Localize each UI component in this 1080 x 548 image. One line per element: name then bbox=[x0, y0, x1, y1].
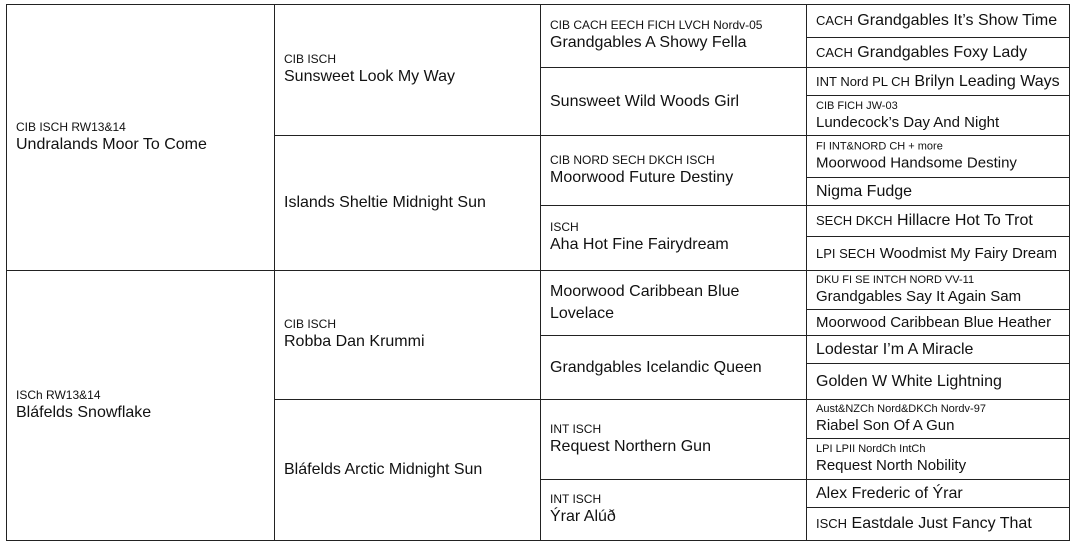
gen4-cell bbox=[806, 205, 1069, 236]
dam-entry bbox=[16, 388, 270, 424]
gen4-cell bbox=[806, 270, 1069, 309]
gen4-name: Alex Frederic of Ýrar bbox=[816, 484, 963, 502]
gen4-name: Woodmist My Fairy Dream bbox=[879, 244, 1057, 262]
gen4-title: CIB FICH JW-03 bbox=[816, 99, 898, 112]
gen3-entry bbox=[550, 422, 802, 458]
gen4-title: FI INT&NORD CH + more bbox=[816, 140, 943, 152]
gen3-entry bbox=[550, 357, 802, 379]
gen3-cell bbox=[540, 135, 806, 205]
gen4-name: Request North Nobility bbox=[816, 457, 967, 474]
gen4-entry bbox=[816, 181, 1065, 203]
gen4-entry bbox=[816, 513, 1065, 535]
dam-dam-entry bbox=[284, 459, 536, 481]
gen4-name: Golden W White Lightning bbox=[816, 372, 1002, 390]
gen3-entry bbox=[550, 153, 802, 189]
table-border-bottom bbox=[6, 540, 1070, 541]
dam-sire-name: Robba Dan Krummi bbox=[284, 333, 425, 350]
gen3-name: Aha Hot Fine Fairydream bbox=[550, 236, 729, 253]
gen3-entry bbox=[550, 18, 802, 54]
dam-title: ISCh RW13&14 bbox=[16, 387, 101, 402]
gen4-name: Moorwood Handsome Destiny bbox=[816, 154, 1017, 171]
gen4-cell bbox=[806, 479, 1069, 507]
sire-dam-name: Islands Sheltie Midnight Sun bbox=[284, 194, 486, 211]
gen4-cell bbox=[806, 363, 1069, 399]
gen3-name: Request Northern Gun bbox=[550, 437, 711, 455]
gen3-name: Sunsweet Wild Woods Girl bbox=[550, 92, 740, 110]
gen4-name: Riabel Son Of A Gun bbox=[816, 417, 955, 434]
gen3-name: Moorwood Future Destiny bbox=[550, 168, 734, 186]
gen3-entry bbox=[550, 91, 802, 113]
gen3-name: Grandgables Icelandic Queen bbox=[550, 358, 762, 376]
gen3-cell bbox=[540, 399, 806, 479]
gen4-title: Aust&NZCh Nord&DKCh Nordv-97 bbox=[816, 403, 986, 415]
gen4-title: CACH bbox=[816, 13, 853, 28]
table-border-right bbox=[1069, 4, 1070, 540]
sire-title: CIB ISCH RW13&14 bbox=[16, 119, 126, 134]
gen4-title: DKU FI SE INTCH NORD VV-11 bbox=[816, 274, 975, 286]
gen3-entry bbox=[550, 492, 802, 528]
gen3-name: Ýrar Alúð bbox=[550, 508, 616, 525]
gen3-title: ISCH bbox=[550, 220, 579, 234]
gen4-entry bbox=[816, 140, 1065, 173]
gen4-entry bbox=[816, 403, 1065, 435]
gen4-entry bbox=[816, 42, 1065, 64]
sire-sire-entry bbox=[284, 52, 536, 88]
gen4-cell bbox=[806, 67, 1069, 95]
gen4-cell bbox=[806, 95, 1069, 135]
gen4-entry bbox=[816, 483, 1065, 505]
gen4-cell bbox=[806, 177, 1069, 205]
sire-entry bbox=[16, 120, 270, 156]
gen4-name: Brilyn Leading Ways bbox=[914, 72, 1060, 90]
gen4-name: Lundecock’s Day And Night bbox=[816, 113, 1000, 131]
gen4-cell bbox=[806, 135, 1069, 177]
gen4-entry bbox=[816, 210, 1065, 232]
gen3-entry bbox=[550, 281, 802, 325]
gen4-entry bbox=[816, 443, 1065, 475]
gen4-name: Nigma Fudge bbox=[816, 182, 913, 200]
gen3-title: CIB NORD SECH DKCH ISCH bbox=[550, 152, 715, 167]
gen3-cell bbox=[540, 270, 806, 335]
gen4-entry bbox=[816, 312, 1065, 334]
gen4-cell bbox=[806, 438, 1069, 479]
gen4-entry bbox=[816, 71, 1065, 93]
gen3-cell bbox=[540, 67, 806, 135]
gen3-name: Moorwood Caribbean Blue Lovelace bbox=[550, 283, 740, 322]
dam-sire-title: CIB ISCH bbox=[284, 317, 337, 331]
gen3-cell bbox=[540, 479, 806, 540]
gen4-cell bbox=[806, 335, 1069, 363]
sire-name: Undralands Moor To Come bbox=[16, 135, 207, 153]
gen3-title: INT ISCH bbox=[550, 421, 602, 436]
gen4-name: Grandgables Foxy Lady bbox=[857, 43, 1028, 61]
gen4-name: Grandgables It’s Show Time bbox=[857, 12, 1058, 29]
gen4-name: Hillacre Hot To Trot bbox=[897, 212, 1033, 229]
gen4-cell bbox=[806, 399, 1069, 438]
gen4-name: Grandgables Say It Again Sam bbox=[816, 288, 1022, 305]
gen4-title: LPI LPII NordCh IntCh bbox=[816, 443, 926, 455]
gen4-title: SECH DKCH bbox=[816, 213, 893, 228]
dam-cell bbox=[6, 270, 274, 540]
gen4-name: Eastdale Just Fancy That bbox=[851, 515, 1032, 532]
gen4-title: CACH bbox=[816, 44, 853, 60]
gen3-name: Grandgables A Showy Fella bbox=[550, 34, 747, 51]
gen3-cell bbox=[540, 205, 806, 270]
sire-sire-title: CIB ISCH bbox=[284, 52, 337, 66]
sire-cell bbox=[6, 4, 274, 270]
gen4-title: INT Nord PL CH bbox=[816, 73, 910, 89]
gen4-entry bbox=[816, 274, 1065, 306]
gen4-title: LPI SECH bbox=[816, 245, 876, 261]
gen4-entry bbox=[816, 10, 1065, 32]
gen3-title: CIB CACH EECH FICH LVCH Nordv-05 bbox=[550, 18, 763, 32]
gen4-title: ISCH bbox=[816, 516, 848, 531]
gen4-entry bbox=[816, 100, 1065, 132]
dam-dam-name: Bláfelds Arctic Midnight Sun bbox=[284, 461, 483, 478]
gen4-entry bbox=[816, 243, 1065, 265]
gen3-cell bbox=[540, 335, 806, 399]
sire-dam-entry bbox=[284, 192, 536, 214]
gen3-entry bbox=[550, 220, 802, 256]
dam-sire-cell bbox=[274, 270, 540, 399]
gen4-cell bbox=[806, 309, 1069, 335]
gen3-cell bbox=[540, 4, 806, 67]
sire-dam-cell bbox=[274, 135, 540, 270]
gen4-cell bbox=[806, 37, 1069, 67]
dam-dam-cell bbox=[274, 399, 540, 540]
dam-sire-entry bbox=[284, 317, 536, 353]
sire-sire-name: Sunsweet Look My Way bbox=[284, 68, 456, 85]
gen4-cell bbox=[806, 4, 1069, 37]
gen4-entry bbox=[816, 371, 1065, 393]
dam-name: Bláfelds Snowflake bbox=[16, 403, 152, 421]
gen4-name: Moorwood Caribbean Blue Heather bbox=[816, 313, 1052, 331]
gen4-entry bbox=[816, 339, 1065, 361]
sire-sire-cell bbox=[274, 4, 540, 135]
gen3-title: INT ISCH bbox=[550, 492, 602, 506]
gen4-cell bbox=[806, 236, 1069, 270]
gen4-cell bbox=[806, 507, 1069, 540]
gen4-name: Lodestar I’m A Miracle bbox=[816, 340, 974, 358]
